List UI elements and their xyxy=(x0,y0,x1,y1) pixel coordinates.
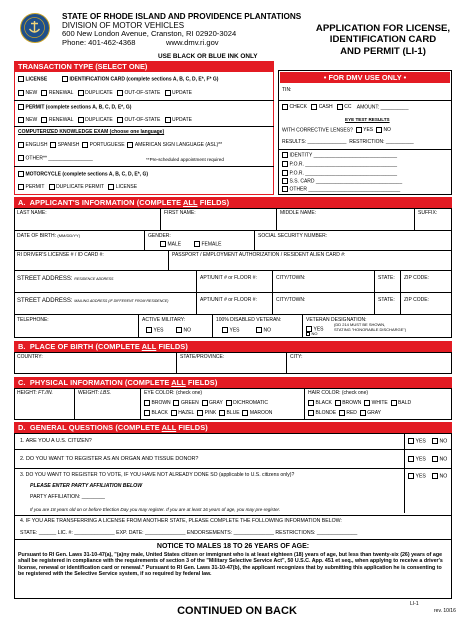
first-name-field[interactable]: FIRST NAME: xyxy=(164,210,196,216)
weight-field[interactable]: WEIGHT: LBS. xyxy=(78,390,112,396)
eye-test-header: EYE TEST RESULTS xyxy=(345,117,390,122)
dmv-por-1[interactable]: P.O.R. _________________________________ xyxy=(282,161,397,168)
amount-label: AMOUNT: xyxy=(356,104,380,111)
motorcycle-option[interactable]: MOTORCYCLE (complete sections A, B, C, D, E*, G) xyxy=(18,171,148,178)
permit-option[interactable]: PERMIT (complete sections A, B, C, D, E*, G) xyxy=(18,104,131,111)
state-seal xyxy=(20,13,50,43)
divider xyxy=(14,270,452,271)
q1-yes[interactable]: YES xyxy=(408,438,426,445)
divider xyxy=(414,208,415,230)
gender-female[interactable]: FEMALE xyxy=(194,241,222,248)
ssn-field[interactable]: SOCIAL SECURITY NUMBER: xyxy=(258,233,328,239)
corrective-lenses-row xyxy=(282,127,391,134)
payment-row: CHECK CASH CC AMOUNT: __________ xyxy=(282,104,408,111)
divider xyxy=(14,126,274,127)
id-card-option[interactable]: IDENTIFICATION CARD (complete sections A, B, C, D, E*, F* G) xyxy=(62,76,218,83)
vet-designation-label: VETERAN DESIGNATION: xyxy=(306,317,367,323)
restriction-label: RESTRICTION: xyxy=(349,139,385,145)
divider xyxy=(254,230,255,250)
divider xyxy=(138,314,139,338)
motorcycle-row xyxy=(18,184,137,191)
permit-update-option[interactable]: UPDATE xyxy=(165,117,192,123)
ink-note: USE BLACK OR BLUE INK ONLY xyxy=(158,53,258,60)
moto-permit-option[interactable]: PERMIT xyxy=(18,184,44,190)
divider xyxy=(14,230,452,231)
passport-field[interactable]: PASSPORT / EMPLOYMENT AUTHORIZATION / RESIDENT ALIEN CARD #: xyxy=(172,252,346,258)
revision: rev. 10/16 xyxy=(434,608,456,614)
military-yes[interactable]: YES xyxy=(146,327,164,334)
divider xyxy=(304,388,305,420)
eye-color-row-1 xyxy=(144,400,268,407)
form-title-line2: IDENTIFICATION CARD xyxy=(329,34,437,45)
mailing-apt-field[interactable]: APT/UNIT # or FLOOR #: xyxy=(200,297,257,303)
eye-black[interactable]: BLACK xyxy=(144,410,168,416)
divider xyxy=(14,166,274,167)
birth-city-field[interactable]: CITY: xyxy=(290,354,303,360)
language-portuguese[interactable]: PORTUGUESE xyxy=(82,142,124,148)
hair-bald[interactable]: BALD xyxy=(391,400,412,406)
dmv-por-2[interactable]: P.O.R. _________________________________ xyxy=(282,170,397,177)
street-address-field[interactable]: STREET ADDRESS: RESIDENCE ADDRESS xyxy=(17,276,114,282)
vet-designation-yes[interactable]: YES xyxy=(306,326,324,333)
divider xyxy=(74,388,75,420)
hair-blonde[interactable]: BLONDE xyxy=(308,410,336,416)
continued-on-back: CONTINUED ON BACK xyxy=(177,605,297,617)
suffix-field[interactable]: SUFFIX: xyxy=(418,210,438,216)
section-d-header: D. GENERAL QUESTIONS (COMPLETE ALL FIELDS) xyxy=(14,422,452,433)
hair-red[interactable]: RED xyxy=(339,410,357,416)
division-name: DIVISION OF MOTOR VEHICLES xyxy=(62,21,185,30)
hair-white[interactable]: WHITE xyxy=(364,400,388,406)
vet-note-2: STATING "HONORABLE DISCHARGE") xyxy=(334,327,407,332)
mailing-city-field[interactable]: CITY/TOWN: xyxy=(276,297,306,303)
section-c-header: C. PHYSICAL INFORMATION (COMPLETE ALL FIELDS) xyxy=(14,377,452,388)
apt-field[interactable]: APT/UNIT # or FLOOR #: xyxy=(200,275,257,281)
mailing-zip-field[interactable]: ZIP CODE: xyxy=(404,297,429,303)
divider xyxy=(168,250,169,270)
language-row xyxy=(18,142,222,149)
section-b-header: B. PLACE OF BIRTH (COMPLETE ALL FIELDS) xyxy=(14,341,452,352)
divider xyxy=(286,352,287,374)
party-affiliation-field[interactable]: PARTY AFFILIATION: ________ xyxy=(30,494,105,500)
divider xyxy=(14,314,452,315)
last-name-field[interactable]: LAST NAME: xyxy=(17,210,47,216)
website-link[interactable]: www.dmv.ri.gov xyxy=(166,38,219,47)
renewal-option[interactable]: RENEWAL xyxy=(41,90,73,96)
eye-brown[interactable]: BROWN xyxy=(144,400,171,406)
form-id: LI-1 xyxy=(410,601,419,607)
voter-note: If you are 18 years old on or before Election Day you may register. If you are at least 16 years of age, you may pre-register. xyxy=(30,507,281,512)
divider xyxy=(14,100,274,101)
new-option[interactable]: NEW xyxy=(18,90,37,96)
zip-field[interactable]: ZIP CODE: xyxy=(404,275,429,281)
disabled-vet-label: 100% DISABLED VETERAN: xyxy=(216,317,282,323)
anchor-icon xyxy=(21,14,48,41)
license-option[interactable]: LICENSE xyxy=(18,76,47,83)
corrective-no[interactable]: NO xyxy=(376,127,391,133)
tin-label: TIN: xyxy=(282,87,292,93)
language-spanish[interactable]: SPANISH xyxy=(50,142,79,148)
question-1: 1. ARE YOU A U.S. CITIZEN? xyxy=(20,438,92,444)
dmv-other[interactable]: OTHER _________________________________ xyxy=(282,186,400,193)
gender-male[interactable]: MALE xyxy=(160,241,181,248)
birth-country-field[interactable]: COUNTRY: xyxy=(17,354,43,360)
divider xyxy=(144,230,145,250)
results-label: RESULTS: xyxy=(282,139,307,145)
divider xyxy=(14,292,452,293)
hair-gray[interactable]: GRAY xyxy=(360,410,381,416)
vet-note-1: (DD 214 MUST BE SHOWN, xyxy=(334,322,386,327)
city-field[interactable]: CITY/TOWN: xyxy=(276,275,306,281)
language-other[interactable]: OTHER** ________________ xyxy=(18,155,93,162)
divider xyxy=(278,149,452,150)
hair-brown[interactable]: BROWN xyxy=(335,400,362,406)
moto-license-option[interactable]: LICENSE xyxy=(108,184,137,190)
permit-out-of-state-option[interactable]: OUT-OF-STATE xyxy=(117,117,160,123)
cash-option[interactable]: CASH xyxy=(311,104,332,110)
hair-color-row-1 xyxy=(308,400,411,407)
birth-state-field[interactable]: STATE/PROVINCE: xyxy=(180,354,225,360)
license-checkbox[interactable] xyxy=(18,76,24,82)
telephone-field[interactable]: TELEPHONE: xyxy=(17,317,49,323)
ri-license-field[interactable]: RI DRIVER'S LICENSE # / ID CARD #: xyxy=(17,252,104,258)
form-title-line3: AND PERMIT (LI-1) xyxy=(340,46,426,57)
divider xyxy=(14,539,452,540)
divider xyxy=(14,515,452,516)
update-option[interactable]: UPDATE xyxy=(165,90,192,96)
q3-yes[interactable]: YES xyxy=(408,473,426,480)
hair-color-label: HAIR COLOR: (check one) xyxy=(308,390,369,396)
preschedule-note: **Pre-scheduled appointment required xyxy=(146,157,224,162)
eye-green[interactable]: GREEN xyxy=(173,400,198,406)
language-asl[interactable]: AMERICAN SIGN LANGUAGE (ASL)** xyxy=(127,142,222,148)
active-military-label: ACTIVE MILITARY: xyxy=(142,317,186,323)
height-field[interactable]: HEIGHT: FT./IN. xyxy=(17,390,53,396)
military-no[interactable]: NO xyxy=(176,327,191,334)
eye-blue[interactable]: BLUE xyxy=(219,410,240,416)
question-3: 3. DO YOU WANT TO REGISTER TO VOTE, IF YOU HAVE NOT ALREADY DONE SO (applicable to U.S. citizens only)? xyxy=(20,472,295,478)
transfer-fields[interactable]: STATE: ______ LIC. #: ______________ EXP. DATE: ______________ ENDORSEMENTS: ______________ RESTRICTIONS: ______________ xyxy=(20,530,358,536)
transaction-header: TRANSACTION TYPE (SELECT ONE) xyxy=(14,61,274,72)
divider xyxy=(276,208,277,230)
q3-no[interactable]: NO xyxy=(432,473,447,480)
motorcycle-checkbox[interactable] xyxy=(18,171,24,177)
vet-designation-no[interactable]: NO xyxy=(306,332,318,337)
id-card-checkbox[interactable] xyxy=(62,76,68,82)
q2-yes[interactable]: YES xyxy=(408,456,426,463)
eye-gray[interactable]: GRAY xyxy=(202,400,223,406)
eye-color-label: EYE COLOR: (check one) xyxy=(144,390,203,396)
permit-renewal-option[interactable]: RENEWAL xyxy=(41,117,73,123)
moto-duplicate-option[interactable]: DUPLICATE PERMIT xyxy=(49,184,104,190)
eye-color-row-2 xyxy=(144,410,272,417)
disabled-vet-yes[interactable]: YES xyxy=(222,327,240,334)
question-4: 4. IF YOU ARE TRANSFERRING A LICENSE FROM ANOTHER STATE, PLEASE COMPLETE THE FOLLOWING INFORMATION BELOW: xyxy=(20,518,342,524)
notice-body: Pursuant to RI Gen. Laws 31-10-47(a), "(a)ny male, United States citizen or immigrant who is at least eighteen (18) years of age, but less than twenty-six (26) years of age shall be registered in compliance with the requirements of section 3 of the "Military Selective Service Act", 50 U.S.C. App. 451 et seq., when applying to receive a driver's license, renewal or identification card or renewal." Pursuant to RI Gen. Laws 31-10-47(b), the applicant recognizes that by submitting this application he is consenting to be registered with the Selective Service system, if so required by federal law. xyxy=(18,552,443,578)
divider xyxy=(302,314,303,338)
check-option[interactable]: CHECK xyxy=(282,104,307,110)
party-instruction: PLEASE ENTER PARTY AFFILIATION BELOW xyxy=(30,483,143,489)
eye-hazel[interactable]: HAZEL xyxy=(171,410,195,416)
hair-black[interactable]: BLACK xyxy=(308,400,332,406)
dmv-use-header: • FOR DMV USE ONLY • xyxy=(280,72,450,83)
permit-checkbox[interactable] xyxy=(18,104,24,110)
divider xyxy=(160,208,161,230)
eye-pink[interactable]: PINK xyxy=(197,410,216,416)
eye-dichromatic[interactable]: DICHROMATIC xyxy=(226,400,268,406)
q2-no[interactable]: NO xyxy=(432,456,447,463)
mailing-state-field[interactable]: STATE: xyxy=(378,297,395,303)
address-line: 600 New London Avenue, Cranston, RI 02920-3024 xyxy=(62,29,237,38)
middle-name-field[interactable]: MIDDLE NAME: xyxy=(280,210,317,216)
corrective-label: WITH CORRECTIVE LENSES? xyxy=(282,127,353,134)
hair-color-row-2 xyxy=(308,410,381,417)
state-field[interactable]: STATE: xyxy=(378,275,395,281)
permit-row xyxy=(18,117,192,124)
corrective-yes[interactable]: YES xyxy=(356,127,374,133)
cc-option[interactable]: CC xyxy=(337,104,352,110)
disabled-vet-no[interactable]: NO xyxy=(256,327,271,334)
dmv-ss-card[interactable]: S.S. CARD _______________________________ xyxy=(282,178,402,185)
dmv-identity[interactable]: IDENTITY ______________________________ xyxy=(282,152,397,159)
divider xyxy=(278,100,452,101)
notice-title: NOTICE TO MALES 18 TO 26 YEARS OF AGE: xyxy=(156,543,310,550)
phone-line: Phone: 401-462-4368 xyxy=(62,38,136,47)
results-row: RESULTS: ______________ RESTRICTION: __________ xyxy=(282,139,414,145)
state-line: STATE OF RHODE ISLAND AND PROVIDENCE PLANTATIONS xyxy=(62,12,302,21)
out-of-state-option[interactable]: OUT-OF-STATE xyxy=(117,90,160,96)
permit-duplicate-option[interactable]: DUPLICATE xyxy=(78,117,113,123)
section-b-frame xyxy=(14,352,452,374)
mailing-address-field[interactable]: STREET ADDRESS: MAILING ADDRESS (IF DIFFERENT FROM RESIDENCE) xyxy=(17,298,169,304)
license-row xyxy=(18,90,192,97)
duplicate-option[interactable]: DUPLICATE xyxy=(78,90,113,96)
dob-field[interactable]: DATE OF BIRTH: (MM/DD/YY) xyxy=(17,233,81,239)
divider xyxy=(212,314,213,338)
form-title-line1: APPLICATION FOR LICENSE, xyxy=(315,23,451,34)
q1-no[interactable]: NO xyxy=(432,438,447,445)
permit-new-option[interactable]: NEW xyxy=(18,117,37,123)
divider xyxy=(14,449,452,450)
question-2: 2. DO YOU WANT TO REGISTER AS AN ORGAN AND TISSUE DONOR? xyxy=(20,456,199,462)
language-english[interactable]: ENGLISH xyxy=(18,142,47,148)
divider xyxy=(14,250,452,251)
gender-label: GENDER: xyxy=(148,233,171,239)
divider xyxy=(14,468,452,469)
divider xyxy=(140,388,141,420)
exam-header: COMPUTERIZED KNOWLEDGE EXAM (choose one language) xyxy=(18,129,165,135)
eye-maroon[interactable]: MAROON xyxy=(242,410,272,416)
section-a-header: A. APPLICANT'S INFORMATION (COMPLETE ALL FIELDS) xyxy=(14,197,452,208)
divider xyxy=(404,433,405,513)
divider xyxy=(176,352,177,374)
